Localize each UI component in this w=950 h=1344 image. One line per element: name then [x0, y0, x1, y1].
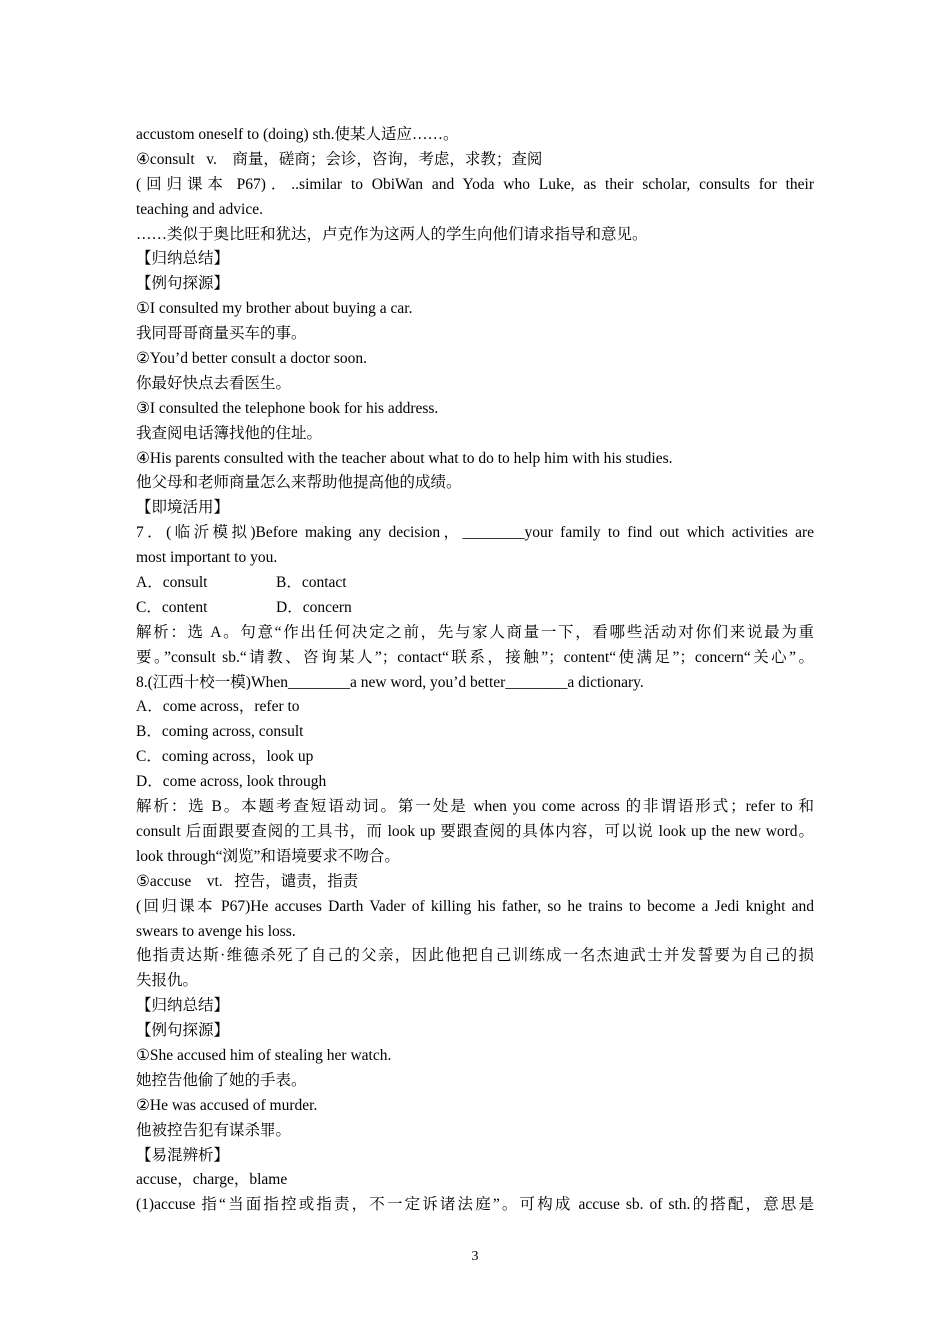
- option-a: A．consult: [136, 574, 208, 592]
- example-translation: 你最好快点去看医生。: [136, 374, 292, 392]
- entry-consult-heading: ④consult v. 商量，磋商；会诊，咨询，考虑，求教；查阅: [136, 150, 543, 168]
- option-d: D．come across, look through: [136, 773, 327, 791]
- question-8: 8.(江西十校一模)When________a new word, you’d better________a dictionary.: [136, 673, 644, 691]
- example-translation: 我同哥哥商量买车的事。: [136, 325, 307, 343]
- section-examples-heading: 【例句探源】: [136, 275, 230, 293]
- example-sentence: ①She accused him of stealing her watch.: [136, 1046, 392, 1064]
- answer-explanation-8: 解析：选 B。本题考查短语动词。第一处是 when you come across 的非谓语形式；refer to 和: [136, 798, 814, 816]
- example-sentence: ②He was accused of murder.: [136, 1096, 318, 1114]
- confusables-list: accuse，charge，blame: [136, 1171, 288, 1189]
- section-summary-heading: 【归纳总结】: [136, 997, 230, 1015]
- translation-line: 他指责达斯·维德杀死了自己的父亲，因此他把自己训练成一名杰迪武士并发誓要为自己的损: [136, 947, 814, 965]
- section-examples-heading: 【例句探源】: [136, 1022, 230, 1040]
- page-number: 3: [471, 1249, 479, 1264]
- entry-accuse-heading: ⑤accuse vt. 控告，谴责，指责: [136, 872, 359, 890]
- text-line: accustom oneself to (doing) sth.使某人适应……。: [136, 126, 459, 143]
- option-b: B．contact: [276, 574, 347, 592]
- question-7-cont: most important to you.: [136, 549, 278, 567]
- option-d: D．concern: [276, 598, 352, 616]
- textbook-quote: (回归课本 P67)．..similar to ObiWan and Yoda who Luke, as their scholar, consults for their: [136, 175, 814, 193]
- example-translation: 他被控告犯有谋杀罪。: [136, 1121, 292, 1139]
- example-sentence: ③I consulted the telephone book for his address.: [136, 399, 439, 417]
- option-a: A．come across，refer to: [136, 698, 300, 716]
- answer-explanation-8-end: look through“浏览”和语境要求不吻合。: [136, 847, 400, 865]
- confusables-explanation: (1)accuse 指“当面指控或指责，不一定诉诸法庭”。可构成 accuse sb. of sth.的搭配，意思是: [136, 1196, 814, 1214]
- example-translation: 她控告他偷了她的手表。: [136, 1071, 307, 1089]
- answer-explanation-7-cont: 要。”consult sb.“请教、咨询某人”；contact“联系，接触”；content“使满足”；concern“关心”。: [136, 648, 814, 666]
- example-translation: 我查阅电话簿找他的住址。: [136, 424, 323, 442]
- textbook-quote: (回归课本 P67)He accuses Darth Vader of killing his father, so he trains to become a Jedi knight and: [136, 897, 814, 915]
- answer-explanation-8-cont: consult 后面跟要查阅的工具书，而 look up 要跟查阅的具体内容，可以说 look up the new word。: [136, 822, 814, 840]
- textbook-quote-cont: swears to avenge his loss.: [136, 922, 296, 940]
- document-body: [136, 123, 814, 1218]
- option-b: B．coming across, consult: [136, 723, 304, 741]
- section-practice-heading: 【即境活用】: [136, 499, 230, 517]
- example-translation: 他父母和老师商量怎么来帮助他提高他的成绩。: [136, 474, 462, 492]
- question-7-options-row: [136, 571, 814, 596]
- section-confusables-heading: 【易混辨析】: [136, 1146, 230, 1164]
- question-7-options-row: [136, 596, 814, 621]
- section-summary-heading: 【归纳总结】: [136, 250, 230, 268]
- option-c: C．coming across，look up: [136, 748, 314, 766]
- answer-explanation-7: 解析：选 A。句意“作出任何决定之前，先与家人商量一下，看哪些活动对你们来说最为重: [136, 623, 814, 641]
- option-c: C．content: [136, 598, 208, 616]
- translation-line-cont: 失报仇。: [136, 972, 199, 990]
- example-sentence: ①I consulted my brother about buying a car.: [136, 300, 413, 318]
- example-sentence: ②You’d better consult a doctor soon.: [136, 350, 368, 368]
- question-7: 7．(临沂模拟)Before making any decision，________your family to find out which activities are: [136, 524, 814, 542]
- example-sentence: ④His parents consulted with the teacher about what to do to help him with his studies.: [136, 449, 673, 467]
- textbook-quote-cont: teaching and advice.: [136, 200, 263, 218]
- translation-line: ……类似于奥比旺和犹达，卢克作为这两人的学生向他们请求指导和意见。: [136, 225, 648, 243]
